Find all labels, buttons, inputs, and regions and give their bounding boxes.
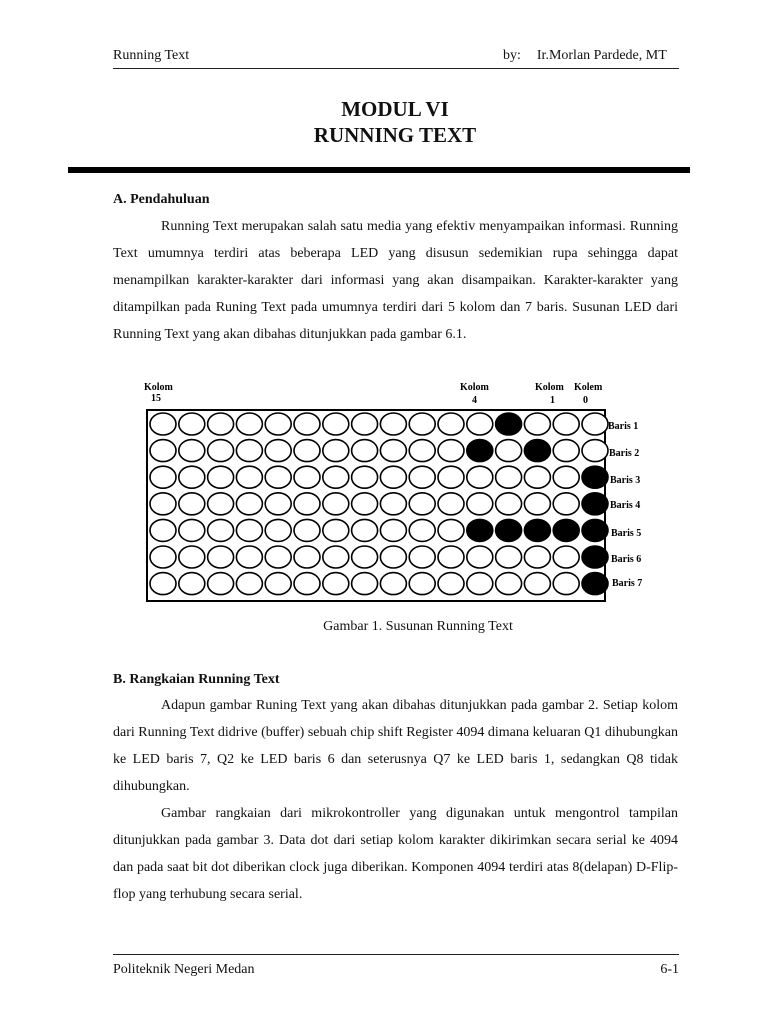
led-r6-c0-on [582, 546, 608, 568]
led-r5-c11-off [265, 519, 291, 541]
led-r3-c5-off [438, 466, 464, 488]
led-r1-c2-off [524, 413, 550, 435]
led-r7-c12-off [236, 573, 262, 595]
led-r6-c15-off [150, 546, 176, 568]
led-r3-c15-off [150, 466, 176, 488]
header-by-label: by: [503, 48, 521, 63]
led-r3-c12-off [236, 466, 262, 488]
page-number: 6-1 [660, 962, 679, 977]
led-r6-c9-off [323, 546, 349, 568]
led-r6-c14-off [179, 546, 205, 568]
row-label-7: Baris 7 [612, 578, 643, 589]
section-a-paragraph: Running Text merupakan salah satu media yang efektiv menyampaikan informasi. Running Text umumnya terdiri atas beberapa LED yang disusun sedemikian rupa sehingga dapat menampilkan karakter-karakter dari informasi yang akan disampaikan. Karakter-karakter yang ditampilkan pada Runing Text pada umumnya terdiri dari 5 kolom dan 7 baris. Susunan LED dari Running Text yang akan dibahas ditunjukkan pada gambar 6.1. [113, 219, 678, 342]
led-r2-c9-off [323, 440, 349, 462]
led-r2-c11-off [265, 440, 291, 462]
led-r4-c10-off [294, 493, 320, 515]
led-r3-c9-off [323, 466, 349, 488]
led-r3-c2-off [524, 466, 550, 488]
led-r3-c7-off [380, 466, 406, 488]
led-r3-c0-on [582, 466, 608, 488]
led-r4-c8-off [352, 493, 378, 515]
led-r6-c11-off [265, 546, 291, 568]
led-r5-c12-off [236, 519, 262, 541]
led-r7-c4-off [467, 573, 493, 595]
led-r6-c13-off [208, 546, 234, 568]
led-r2-c14-off [179, 440, 205, 462]
led-r2-c1-off [553, 440, 579, 462]
led-r7-c14-off [179, 573, 205, 595]
led-r6-c4-off [467, 546, 493, 568]
led-r6-c3-off [496, 546, 522, 568]
running-header-title: Running Text [113, 48, 190, 63]
led-r5-c0-on [582, 519, 608, 541]
led-r5-c3-on [496, 519, 522, 541]
led-r1-c14-off [179, 413, 205, 435]
row-label-6: Baris 6 [611, 554, 642, 565]
led-r1-c4-off [467, 413, 493, 435]
led-r7-c6-off [409, 573, 435, 595]
led-r4-c4-off [467, 493, 493, 515]
led-r5-c6-off [409, 519, 435, 541]
led-r4-c11-off [265, 493, 291, 515]
section-a-heading: A. Pendahuluan [113, 192, 210, 207]
led-r5-c14-off [179, 519, 205, 541]
led-r7-c2-off [524, 573, 550, 595]
row-label-3: Baris 3 [610, 475, 641, 486]
led-r5-c15-off [150, 519, 176, 541]
led-r1-c12-off [236, 413, 262, 435]
led-r4-c5-off [438, 493, 464, 515]
led-r1-c15-off [150, 413, 176, 435]
row-label-1: Baris 1 [608, 421, 639, 432]
section-b-paragraph-1: Adapun gambar Runing Text yang akan dibahas ditunjukkan pada gambar 2. Setiap kolom dari Running Text didrive (buffer) sebuah chip shift Register 4094 dimana keluaran Q1 dihubungkan ke LED baris 7, Q2 ke LED baris 6 dan seterusnya Q7 ke LED baris 1, sedangkan Q8 tidak dihubungkan. [113, 698, 678, 794]
led-r4-c9-off [323, 493, 349, 515]
led-r3-c4-off [467, 466, 493, 488]
led-r7-c7-off [380, 573, 406, 595]
led-r6-c2-off [524, 546, 550, 568]
section-b-heading: B. Rangkaian Running Text [113, 672, 280, 687]
led-r5-c5-off [438, 519, 464, 541]
col-label-15-top: Kolom [144, 382, 173, 393]
led-r2-c5-off [438, 440, 464, 462]
led-r2-c4-on [467, 440, 493, 462]
led-r3-c10-off [294, 466, 320, 488]
led-r2-c10-off [294, 440, 320, 462]
led-r1-c9-off [323, 413, 349, 435]
led-r6-c10-off [294, 546, 320, 568]
led-r4-c6-off [409, 493, 435, 515]
led-r2-c0-off [582, 440, 608, 462]
led-r7-c1-off [553, 573, 579, 595]
led-r6-c5-off [438, 546, 464, 568]
led-r4-c12-off [236, 493, 262, 515]
led-r3-c3-off [496, 466, 522, 488]
led-r5-c4-on [467, 519, 493, 541]
led-r1-c0-off [582, 413, 608, 435]
led-r7-c3-off [496, 573, 522, 595]
led-r5-c9-off [323, 519, 349, 541]
col-label-4-top: Kolom [460, 382, 489, 393]
footer-institution: Politeknik Negeri Medan [113, 962, 255, 977]
led-r5-c10-off [294, 519, 320, 541]
led-r4-c0-on [582, 493, 608, 515]
led-r2-c8-off [352, 440, 378, 462]
col-label-15-number: 15 [151, 393, 161, 404]
led-r1-c8-off [352, 413, 378, 435]
led-r3-c14-off [179, 466, 205, 488]
led-r2-c13-off [208, 440, 234, 462]
led-r1-c13-off [208, 413, 234, 435]
led-r7-c8-off [352, 573, 378, 595]
led-r1-c10-off [294, 413, 320, 435]
col-label-1-top: Kolom [535, 382, 564, 393]
footer-rule [113, 954, 679, 955]
led-r7-c5-off [438, 573, 464, 595]
running-header-author [503, 48, 667, 64]
led-r1-c11-off [265, 413, 291, 435]
led-r1-c6-off [409, 413, 435, 435]
led-r5-c1-on [553, 519, 579, 541]
led-r3-c8-off [352, 466, 378, 488]
led-r7-c13-off [208, 573, 234, 595]
col-label-0-top: Kolem [574, 382, 603, 393]
led-r5-c2-on [524, 519, 550, 541]
row-label-4: Baris 4 [610, 500, 641, 511]
header-author-name: Ir.Morlan Pardede, MT [536, 48, 667, 63]
led-r4-c7-off [380, 493, 406, 515]
led-r2-c6-off [409, 440, 435, 462]
title-rule [68, 167, 690, 173]
led-r1-c7-off [380, 413, 406, 435]
led-r2-c7-off [380, 440, 406, 462]
led-r2-c12-off [236, 440, 262, 462]
col-label-0-number: 0 [583, 395, 588, 406]
module-number: MODUL VI [341, 97, 449, 121]
led-r1-c5-off [438, 413, 464, 435]
module-title: RUNNING TEXT [313, 123, 477, 147]
led-r4-c13-off [208, 493, 234, 515]
row-label-5: Baris 5 [611, 528, 642, 539]
led-r1-c3-on [496, 413, 522, 435]
led-r4-c1-off [553, 493, 579, 515]
header-rule [113, 68, 679, 69]
led-r5-c8-off [352, 519, 378, 541]
led-r3-c1-off [553, 466, 579, 488]
led-r4-c2-off [524, 493, 550, 515]
led-grid [150, 413, 608, 595]
led-r3-c11-off [265, 466, 291, 488]
col-label-1-number: 1 [550, 395, 555, 406]
led-r1-c1-off [553, 413, 579, 435]
led-r4-c3-off [496, 493, 522, 515]
led-r5-c7-off [380, 519, 406, 541]
led-r2-c3-off [496, 440, 522, 462]
led-r7-c10-off [294, 573, 320, 595]
led-r3-c6-off [409, 466, 435, 488]
led-r2-c2-on [524, 440, 550, 462]
led-r7-c9-off [323, 573, 349, 595]
led-r6-c8-off [352, 546, 378, 568]
figure-caption: Gambar 1. Susunan Running Text [323, 619, 513, 634]
led-r3-c13-off [208, 466, 234, 488]
led-r6-c6-off [409, 546, 435, 568]
led-r7-c15-off [150, 573, 176, 595]
led-r6-c7-off [380, 546, 406, 568]
row-label-2: Baris 2 [609, 448, 640, 459]
led-r7-c11-off [265, 573, 291, 595]
led-matrix-figure [140, 378, 660, 608]
col-label-4-number: 4 [472, 395, 477, 406]
led-r6-c1-off [553, 546, 579, 568]
led-r4-c14-off [179, 493, 205, 515]
led-r4-c15-off [150, 493, 176, 515]
led-r5-c13-off [208, 519, 234, 541]
led-r6-c12-off [236, 546, 262, 568]
led-r7-c0-on [582, 573, 608, 595]
led-r2-c15-off [150, 440, 176, 462]
section-b-paragraph-2: Gambar rangkaian dari mikrokontroller yang digunakan untuk mengontrol tampilan ditunjukkan pada gambar 3. Data dot dari setiap kolom karakter dikirimkan secara serial ke 4094 dan pada saat bit dot diberikan clock juga diberikan. Komponen 4094 terdiri atas 8(delapan) D-Flip-flop yang terhubung secara serial. [113, 806, 678, 902]
